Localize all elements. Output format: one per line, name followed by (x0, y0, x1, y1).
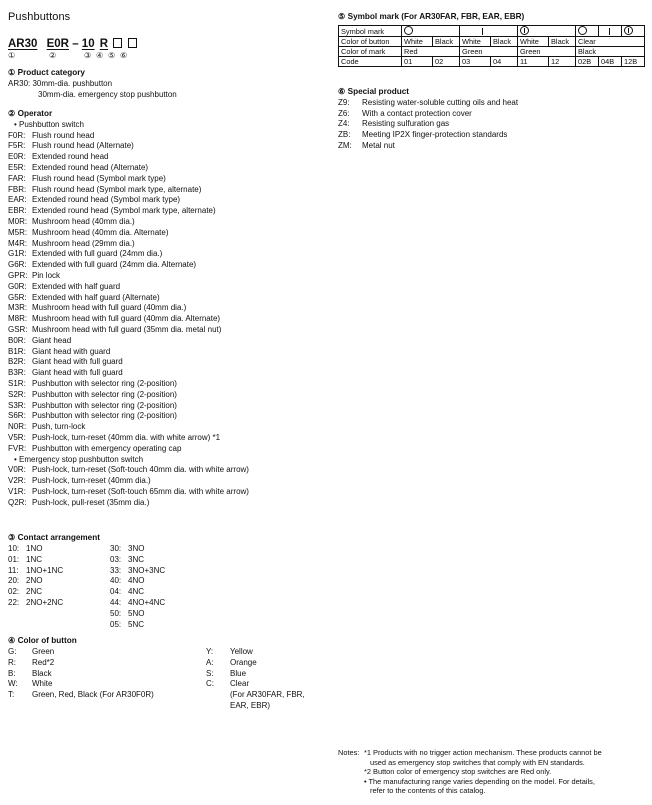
model-num: ④ (96, 51, 104, 60)
list-item (8, 411, 249, 422)
item-code: Z4: (338, 119, 350, 129)
category-line: 30mm-dia. emergency stop pushbutton (38, 89, 177, 99)
row-label: Symbol mark (339, 26, 402, 37)
model-part-dash: – (72, 38, 79, 50)
item-description: EAR, EBR) (230, 700, 271, 710)
item-description: Resisting sulfuration gas (362, 119, 450, 129)
item-code: V0R: (8, 465, 26, 475)
list-item (8, 357, 249, 368)
list-item (8, 163, 249, 174)
symbol-circle-icon (402, 26, 460, 37)
table-cell: Black (576, 47, 645, 57)
symbol-mark-section (338, 12, 524, 23)
item-description: Yellow (230, 647, 253, 656)
note-line: used as emergency stop switches that comply with EN standards. (370, 757, 585, 767)
symbol-circle-icon (576, 26, 599, 37)
item-description: Flush round head (Symbol mark type, alternate) (32, 184, 202, 194)
list-item (8, 476, 249, 487)
list-item (8, 465, 249, 476)
list-item (8, 379, 249, 390)
table-cell: 11 (518, 57, 549, 67)
note-line: refer to the contents of this catalog. (370, 786, 486, 796)
list-item (8, 271, 249, 282)
item-description: Extended round head (Symbol mark type, alternate) (32, 206, 216, 216)
item-description: (For AR30FAR, FBR, (230, 690, 305, 700)
list-item (338, 109, 518, 120)
model-num: ③ (84, 51, 92, 60)
table-cell: 02 (433, 57, 460, 67)
model-num: ⑤ (108, 51, 116, 60)
item-code: 22: (8, 597, 20, 607)
list-item (8, 444, 249, 455)
item-description: Pushbutton with selector ring (2-position) (32, 378, 177, 388)
list-item (8, 303, 249, 314)
list-item (8, 347, 249, 358)
item-description: Green, Red, Black (For AR30F0R) (32, 690, 154, 700)
section-heading: ① Product category (8, 68, 85, 77)
list-item (8, 401, 249, 412)
list-item (8, 217, 249, 228)
item-code: S2R: (8, 389, 26, 399)
item-code: 44: (110, 597, 122, 607)
item-description: Mushroom head with full guard (40mm dia.) (32, 303, 187, 313)
item-description: Push, turn-lock (32, 422, 86, 432)
list-item (206, 669, 305, 680)
item-code: 04: (110, 587, 122, 597)
item-code: F0R: (8, 130, 26, 140)
item-description: Blue (230, 668, 247, 678)
list-item (8, 206, 249, 217)
model-num: ① (8, 51, 16, 60)
item-description: Extended round head (Alternate) (32, 162, 149, 172)
table-cell: 04B (599, 57, 622, 67)
emergency-operator-list (8, 465, 249, 508)
item-description: Extended round head (32, 152, 109, 162)
model-part-series: AR30 (8, 38, 38, 50)
item-description: 2NO+2NC (26, 597, 64, 607)
table-cell: 12 (549, 57, 576, 67)
list-item (8, 185, 249, 196)
table-row (339, 47, 645, 57)
list-item (110, 620, 165, 631)
list-item (8, 293, 249, 304)
item-description: Flush round head (Symbol mark type) (32, 173, 166, 183)
item-description: Pushbutton with selector ring (2-position) (32, 400, 177, 410)
item-description: 5NC (128, 619, 145, 629)
item-code: V1R: (8, 486, 26, 496)
symbol-circle-bar-icon (622, 26, 645, 37)
list-item (110, 566, 165, 577)
item-description: Mushroom head (40mm dia.) (32, 216, 135, 226)
item-description: 4NO (128, 576, 145, 586)
list-item (206, 647, 305, 658)
item-code: G5R: (8, 292, 27, 302)
item-code: 11: (8, 565, 19, 575)
item-code: EAR: (8, 195, 27, 205)
model-box-symbol (113, 38, 122, 48)
row-label: Color of mark (339, 47, 402, 57)
model-part-color: R (99, 38, 109, 50)
table-cell: Black (433, 37, 460, 47)
item-code: G6R: (8, 260, 27, 270)
list-item (8, 325, 249, 336)
list-item (8, 260, 249, 271)
list-item (8, 368, 249, 379)
item-code: M5R: (8, 227, 28, 237)
category-line: AR30: 30mm-dia. pushbutton (8, 78, 113, 88)
list-item (8, 679, 154, 690)
list-item (8, 249, 249, 260)
item-code: W: (8, 679, 18, 689)
item-code: Y: (206, 647, 214, 656)
table-cell: Clear (576, 37, 645, 47)
list-item (8, 690, 154, 701)
item-code: 40: (110, 576, 122, 586)
list-item (110, 587, 165, 598)
item-description: Push-lock, pull-reset (35mm dia.) (32, 497, 150, 507)
item-code: FAR: (8, 173, 26, 183)
list-item (338, 130, 518, 141)
item-description: Extended with half guard (Alternate) (32, 292, 160, 302)
operator-section (8, 109, 249, 508)
item-code: GSR: (8, 324, 28, 334)
table-cell: Red (402, 47, 460, 57)
table-row (339, 37, 645, 47)
item-code: A: (206, 657, 214, 667)
item-description: Metal nut (362, 140, 395, 150)
item-code: B1R: (8, 346, 26, 356)
item-code: B2R: (8, 357, 26, 367)
item-description: 1NO+1NC (26, 565, 64, 575)
item-code: S1R: (8, 378, 26, 388)
item-code: M4R: (8, 238, 28, 248)
table-cell: Black (491, 37, 518, 47)
table-row (339, 57, 645, 67)
item-code: R: (8, 657, 16, 667)
list-item (338, 119, 518, 130)
list-item (110, 598, 165, 609)
item-code: Z9: (338, 97, 350, 107)
item-code: 01: (8, 554, 20, 564)
table-cell: Green (518, 47, 576, 57)
item-code: EBR: (8, 206, 27, 216)
item-description: 5NO (128, 608, 145, 618)
list-item (8, 433, 249, 444)
list-item (8, 658, 154, 669)
item-code: 03: (110, 554, 122, 564)
table-cell: White (402, 37, 433, 47)
item-description: 3NC (128, 554, 145, 564)
item-code: S6R: (8, 411, 26, 421)
list-item (8, 566, 63, 577)
note-line: *1 Products with no trigger action mechanism. These products cannot be (364, 748, 602, 757)
list-item (338, 98, 518, 109)
item-code: M3R: (8, 303, 28, 313)
table-cell: 03 (460, 57, 491, 67)
list-item (8, 141, 249, 152)
table-cell: 02B (576, 57, 599, 67)
notes (338, 748, 648, 796)
item-description: Push-lock, turn-reset (Soft-touch 65mm dia. with white arrow) (32, 486, 249, 496)
section-heading: ④ Color of button (8, 636, 77, 645)
list-item (206, 658, 305, 669)
item-description: 1NC (26, 554, 43, 564)
item-code: Z6: (338, 108, 350, 118)
color-section (8, 636, 77, 647)
list-item (8, 487, 249, 498)
item-description: Giant head (32, 335, 72, 345)
list-item (206, 690, 305, 701)
item-description: With a contact protection cover (362, 108, 472, 118)
item-code: B0R: (8, 335, 26, 345)
item-description: Pushbutton with emergency operating cap (32, 443, 182, 453)
item-description: 3NO+3NC (128, 565, 166, 575)
item-code: 02: (8, 587, 20, 597)
item-code: FVR: (8, 443, 27, 453)
item-code: B3R: (8, 368, 26, 378)
list-item (8, 498, 249, 509)
table-cell: White (518, 37, 549, 47)
item-code: E5R: (8, 162, 26, 172)
row-label: Color of button (339, 37, 402, 47)
table-cell: Green (460, 47, 518, 57)
list-item (8, 174, 249, 185)
item-code: GPR: (8, 270, 28, 280)
model-box-special (128, 38, 137, 48)
list-item (110, 555, 165, 566)
item-description: Extended round head (Symbol mark type) (32, 195, 181, 205)
item-code: ZM: (338, 140, 352, 150)
item-code: G: (8, 647, 17, 656)
page-title: Pushbuttons (8, 11, 71, 23)
model-position-numbers (8, 51, 148, 61)
item-code: V2R: (8, 476, 26, 486)
item-description: Giant head with full guard (32, 368, 123, 378)
model-num: ② (49, 51, 57, 60)
list-item (110, 576, 165, 587)
contact-section (8, 533, 100, 544)
list-item (8, 647, 154, 658)
item-code: C: (206, 679, 214, 689)
list-item (110, 544, 165, 555)
table-cell: White (460, 37, 491, 47)
table-cell: 12B (622, 57, 645, 67)
item-description: Flush round head (Alternate) (32, 141, 134, 151)
symbol-circle-bar-icon (518, 26, 576, 37)
item-description: 2NC (26, 587, 43, 597)
row-label: Code (339, 57, 402, 67)
item-description: 4NC (128, 587, 145, 597)
color-list-left (8, 647, 154, 701)
note-line: • The manufacturing range varies depending on the model. For details, (364, 776, 595, 786)
section-heading: ③ Contact arrangement (8, 533, 100, 542)
item-code: G0R: (8, 281, 27, 291)
item-code: S3R: (8, 400, 26, 410)
operator-list (8, 131, 249, 455)
color-list-right (206, 647, 305, 712)
item-description: Mushroom head with full guard (40mm dia. Alternate) (32, 314, 221, 324)
item-description: Green (32, 647, 55, 656)
item-code: M8R: (8, 314, 28, 324)
item-description: Mushroom head (40mm dia. Alternate) (32, 227, 169, 237)
item-code: F5R: (8, 141, 26, 151)
item-description: Extended with half guard (32, 281, 121, 291)
item-description: Push-lock, turn-reset (Soft-touch 40mm dia. with white arrow) (32, 465, 249, 475)
item-description: Mushroom head with full guard (35mm dia. metal nut) (32, 324, 222, 334)
item-description: 4NO+4NC (128, 597, 166, 607)
list-item (8, 239, 249, 250)
list-item (8, 544, 63, 555)
symbol-bar-icon (599, 26, 622, 37)
list-item (8, 669, 154, 680)
item-code: 10: (8, 544, 20, 553)
item-description: 1NO (26, 544, 43, 553)
section-heading: ⑥ Special product (338, 87, 410, 96)
list-item (110, 609, 165, 620)
item-description: 2NO (26, 576, 43, 586)
list-item (8, 152, 249, 163)
item-code: 30: (110, 544, 122, 553)
model-code (8, 38, 137, 50)
item-code: ZB: (338, 130, 351, 140)
item-description: Orange (230, 657, 257, 667)
list-item (8, 336, 249, 347)
special-product-list (338, 98, 518, 152)
model-part-operator: E0R (46, 38, 69, 50)
item-code: Q2R: (8, 497, 27, 507)
item-code: FBR: (8, 184, 27, 194)
symbol-bar-icon (460, 26, 518, 37)
note-line: *2 Button color of emergency stop switches are Red only. (364, 767, 552, 777)
item-description: Giant head with full guard (32, 357, 123, 367)
item-code: 20: (8, 576, 20, 586)
item-description: Red*2 (32, 657, 55, 667)
operator-subheading: • Emergency stop pushbutton switch (14, 454, 144, 464)
item-description: Black (32, 668, 52, 678)
item-description: Push-lock, turn-reset (40mm dia.) (32, 476, 151, 486)
model-num: ⑥ (120, 51, 128, 60)
item-description: Pushbutton with selector ring (2-position) (32, 389, 177, 399)
list-item (8, 390, 249, 401)
item-description: Clear (230, 679, 250, 689)
list-item (8, 587, 63, 598)
list-item (206, 701, 305, 712)
list-item (8, 228, 249, 239)
list-item (8, 576, 63, 587)
operator-subheading: • Pushbutton switch (14, 119, 84, 129)
section-heading: ② Operator (8, 109, 53, 118)
item-description: Push-lock, turn-reset (40mm dia. with white arrow) *1 (32, 432, 221, 442)
list-item (8, 598, 63, 609)
list-item (8, 422, 249, 433)
table-row (339, 26, 645, 37)
table-cell: 04 (491, 57, 518, 67)
item-code: V5R: (8, 432, 26, 442)
contact-list-right (110, 544, 165, 630)
item-description: Resisting water-soluble cutting oils and heat (362, 97, 519, 107)
list-item (8, 282, 249, 293)
table-cell: Black (549, 37, 576, 47)
list-item (206, 679, 305, 690)
item-description: Pin lock (32, 270, 61, 280)
item-code: G1R: (8, 249, 27, 259)
item-code: M0R: (8, 216, 28, 226)
special-product-section (338, 87, 518, 152)
item-description: Extended with full guard (24mm dia. Alternate) (32, 260, 197, 270)
item-description: Meeting IP2X finger-protection standards (362, 130, 508, 140)
item-description: Mushroom head (29mm dia.) (32, 238, 135, 248)
list-item (338, 141, 518, 152)
item-code: T: (8, 690, 15, 700)
section-heading: ⑤ Symbol mark (For AR30FAR, FBR, EAR, EBR) (338, 12, 525, 21)
item-code: S: (206, 668, 214, 678)
item-description: Extended with full guard (24mm dia.) (32, 249, 163, 259)
list-item (8, 195, 249, 206)
table-cell: 01 (402, 57, 433, 67)
model-part-contact: 10 (81, 38, 95, 50)
item-description: Pushbutton with selector ring (2-position) (32, 411, 177, 421)
product-category-section (8, 68, 177, 100)
item-code: B: (8, 668, 16, 678)
list-item (8, 314, 249, 325)
item-description: Giant head with guard (32, 346, 111, 356)
item-code: 50: (110, 608, 122, 618)
item-description: Flush round head (32, 130, 95, 140)
item-code: 05: (110, 619, 122, 629)
item-description: White (32, 679, 53, 689)
notes-label: Notes: (338, 748, 360, 757)
list-item (8, 555, 63, 566)
symbol-mark-table (338, 25, 645, 67)
item-code: E0R: (8, 152, 26, 162)
item-code: 33: (110, 565, 122, 575)
list-item (8, 131, 249, 142)
item-code: N0R: (8, 422, 27, 432)
contact-list-left (8, 544, 63, 609)
item-description: 3NO (128, 544, 145, 553)
